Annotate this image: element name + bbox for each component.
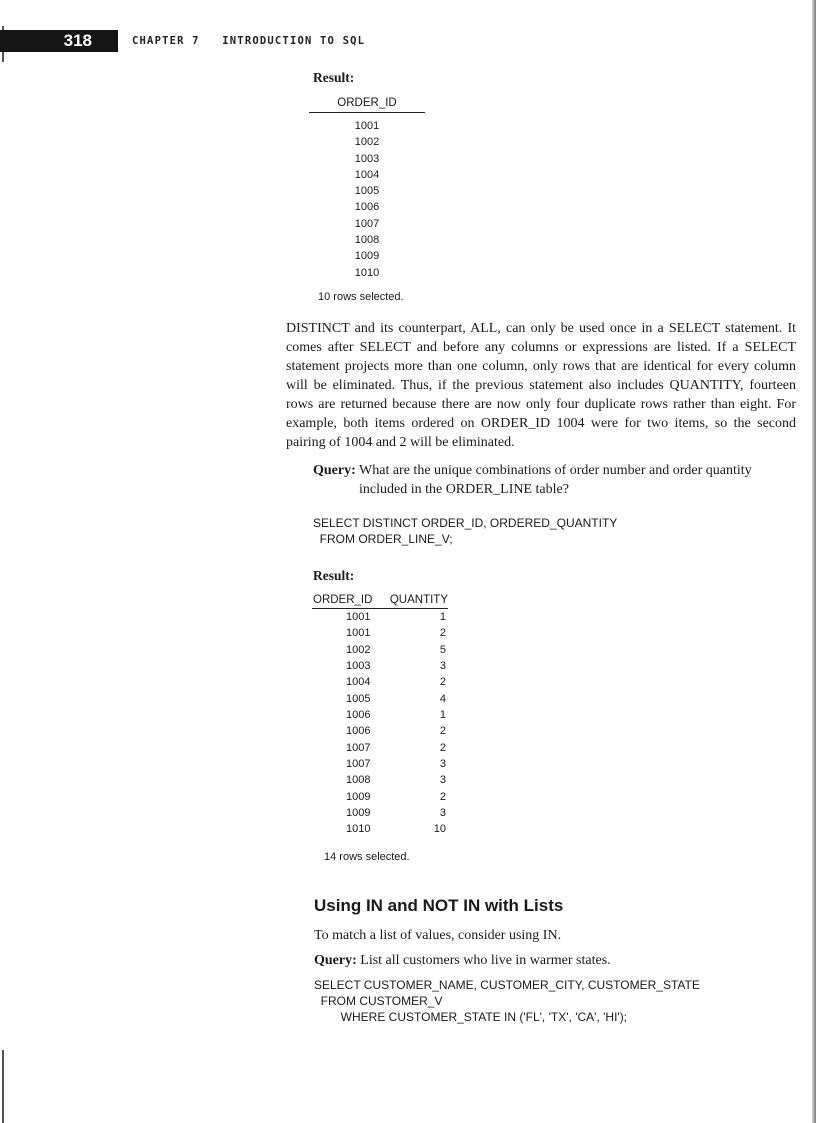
table-row: 1005: [354, 185, 380, 198]
cell-quantity: 3: [439, 774, 446, 787]
table-row: [312, 642, 448, 658]
body-paragraph: DISTINCT and its counterpart, ALL, can only be used once in a SELECT statement. It comes after SELECT and before any columns or expressions are listed. If a SELECT statement projects more than one column, only rows that are identical for every column will be eliminated. Thus, if the previous statement also includes QUANTITY, fourteen rows are returned because there are now only four duplicate rows rather than eight. For example, both items ordered on ORDER_ID 1004 were for two items, so the second pairing of 1004 and 2 will be eliminated.: [286, 321, 796, 450]
page-number-badge: 318: [0, 30, 118, 52]
section-intro: To match a list of values, consider using IN.: [314, 928, 562, 943]
cell-order-id: 1010: [346, 823, 371, 836]
table-row: [312, 723, 448, 739]
cell-order-id: 1004: [346, 676, 371, 689]
row-count: 14 rows selected.: [324, 851, 410, 863]
sql-code-line: SELECT CUSTOMER_NAME, CUSTOMER_CITY, CUSTOMER_STATE: [314, 978, 700, 992]
table-row: 1002: [354, 136, 380, 149]
table-row: 1009: [354, 250, 380, 263]
table-row: [312, 756, 448, 772]
cell-quantity: 5: [439, 643, 446, 656]
result-table-order-ids: [309, 118, 425, 281]
table-row: [312, 772, 448, 788]
cell-order-id: 1006: [346, 725, 371, 738]
cell-quantity: 3: [439, 660, 446, 673]
table-row: [312, 740, 448, 756]
cell-order-id: 1002: [346, 643, 371, 656]
table-row: [312, 707, 448, 723]
cell-quantity: 2: [439, 627, 446, 640]
table-row: 1006: [354, 201, 380, 214]
query-block: [314, 952, 611, 970]
table-header-order-id: ORDER_ID: [337, 97, 397, 109]
cell-order-id: 1001: [346, 627, 371, 640]
cell-quantity: 3: [439, 807, 446, 820]
cell-order-id: 1009: [346, 790, 371, 803]
table-header: [312, 592, 448, 609]
cell-order-id: 1003: [346, 660, 371, 673]
scan-edge-right: [812, 0, 816, 1123]
scan-edge-left-bottom: [2, 1050, 4, 1123]
table-row: 1007: [354, 217, 380, 230]
cell-quantity: 2: [439, 725, 446, 738]
result-label: Result:: [313, 70, 355, 85]
query-block: [313, 461, 803, 499]
cell-order-id: 1006: [346, 709, 371, 722]
cell-order-id: 1009: [346, 807, 371, 820]
table-row: [312, 609, 448, 625]
sql-code-line: WHERE CUSTOMER_STATE IN ('FL', 'TX', 'CA', 'HI');: [314, 1010, 628, 1024]
table-row: 1003: [354, 152, 380, 165]
table-row: 1010: [354, 266, 380, 279]
table-row: 1008: [354, 234, 380, 247]
sql-code-line: FROM CUSTOMER_V: [314, 994, 443, 1008]
table-row: 1004: [354, 168, 380, 181]
query-text: List all customers who live in warmer states.: [360, 953, 611, 968]
cell-order-id: 1005: [346, 692, 371, 705]
cell-order-id: 1007: [346, 758, 371, 771]
table-row: [312, 625, 448, 641]
sql-code-line: FROM ORDER_LINE_V;: [313, 532, 453, 546]
row-count: 10 rows selected.: [318, 291, 404, 303]
result-table-order-quantity: [312, 592, 448, 838]
column-header: QUANTITY: [389, 594, 448, 606]
cell-quantity: 1: [439, 611, 446, 623]
cell-quantity: 10: [433, 823, 446, 836]
cell-order-id: 1001: [346, 611, 371, 623]
cell-quantity: 1: [439, 709, 446, 722]
table-row: [312, 805, 448, 821]
table-row: [312, 674, 448, 690]
cell-order-id: 1008: [346, 774, 371, 787]
cell-quantity: 2: [439, 676, 446, 689]
query-label: Query:: [313, 463, 356, 478]
table-row: [312, 658, 448, 674]
table-row: [312, 789, 448, 805]
cell-order-id: 1007: [346, 741, 371, 754]
cell-quantity: 2: [439, 790, 446, 803]
cell-quantity: 4: [439, 692, 446, 705]
cell-quantity: 3: [439, 758, 446, 771]
table-row: 1001: [354, 120, 380, 132]
query-label: Query:: [314, 953, 357, 968]
cell-quantity: 2: [439, 741, 446, 754]
query-text: What are the unique combinations of order number and order quantity included in the ORDER_LINE table?: [359, 463, 752, 497]
table-row: [312, 821, 448, 837]
section-heading: Using IN and NOT IN with Lists: [314, 896, 564, 915]
column-header: ORDER_ID: [313, 594, 373, 606]
table-header-rule: [309, 112, 425, 113]
sql-code-line: SELECT DISTINCT ORDER_ID, ORDERED_QUANTITY: [313, 516, 618, 530]
table-row: [312, 691, 448, 707]
result-label: Result:: [313, 568, 355, 583]
chapter-title: CHAPTER 7 INTRODUCTION TO SQL: [132, 35, 366, 47]
